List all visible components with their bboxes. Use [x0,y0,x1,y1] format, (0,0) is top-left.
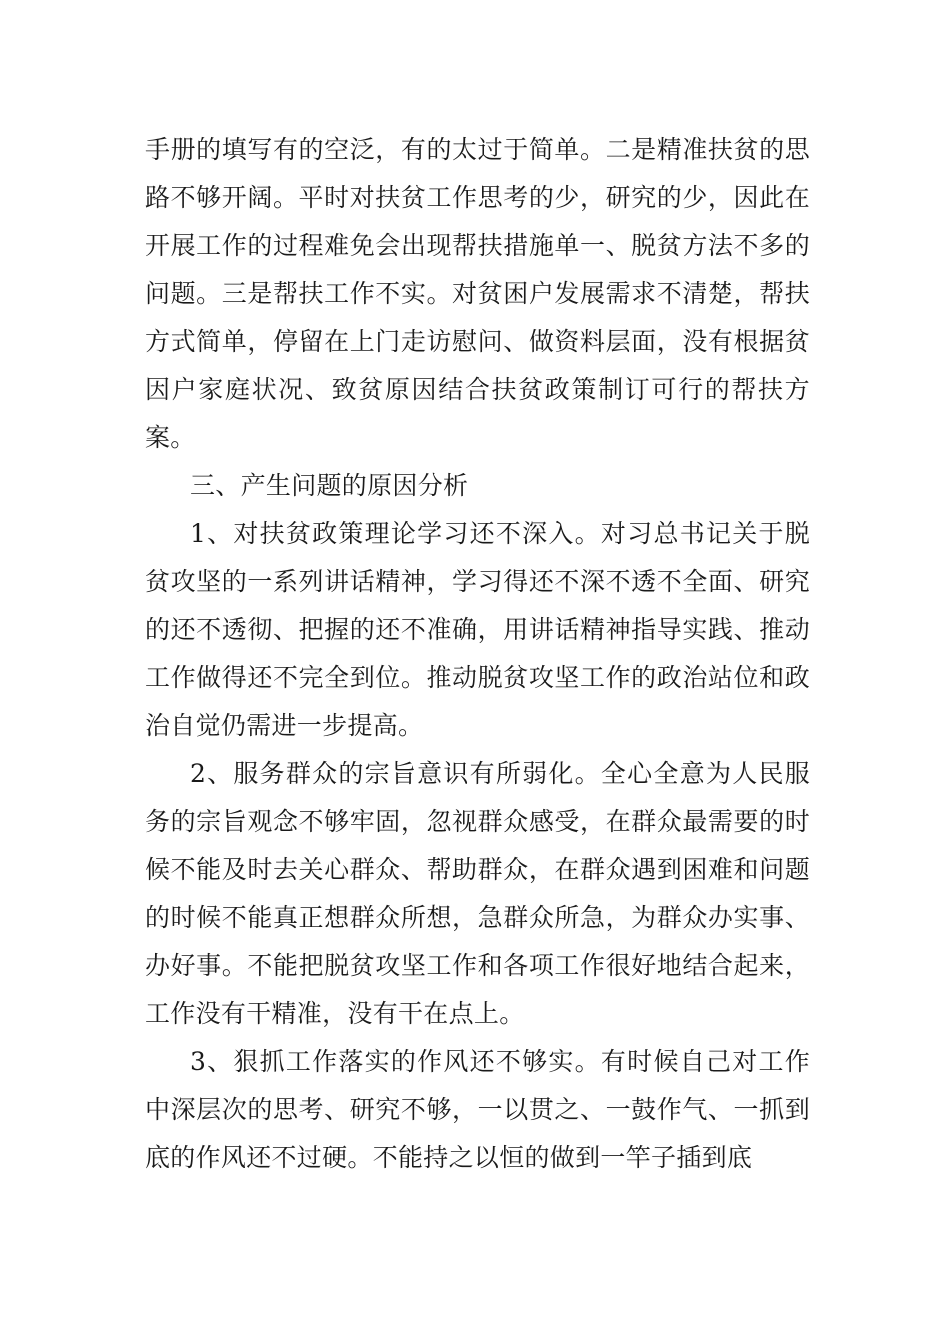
paragraph-item-3: 3、狠抓工作落实的作风还不够实。有时候自己对工作中深层次的思考、研究不够，一以贯之、一鼓作气、一抓到底的作风还不过硬。不能持之以恒的做到一竿子插到底 [145,1047,810,1172]
paragraph-item-1: 1、对扶贫政策理论学习还不深入。对习总书记关于脱贫攻坚的一系列讲话精神，学习得还不深不透不全面、研究的还不透彻、把握的还不准确，用讲话精神指导实践、推动工作做得还不完全到位。推动脱贫攻坚工作的政治站位和政治自觉仍需进一步提高。 [145,519,810,740]
paragraph-continuation: 手册的填写有的空泛，有的太过于简单。二是精准扶贫的思路不够开阔。平时对扶贫工作思考的少，研究的少，因此在开展工作的过程难免会出现帮扶措施单一、脱贫方法不多的问题。三是帮扶工作不实。对贫困户发展需求不清楚，帮扶方式简单，停留在上门走访慰问、做资料层面，没有根据贫因户家庭状况、致贫原因结合扶贫政策制订可行的帮扶方案。 [145,135,810,452]
paragraph-item-2: 2、服务群众的宗旨意识有所弱化。全心全意为人民服务的宗旨观念不够牢固，忽视群众感受，在群众最需要的时候不能及时去关心群众、帮助群众，在群众遇到困难和问题的时候不能真正想群众所想，急群众所急，为群众办实事、办好事。不能把脱贫攻坚工作和各项工作很好地结合起来，工作没有干精准，没有干在点上。 [145,759,810,1028]
section-heading: 三、产生问题的原因分析 [190,471,469,500]
document-body [145,126,810,1182]
